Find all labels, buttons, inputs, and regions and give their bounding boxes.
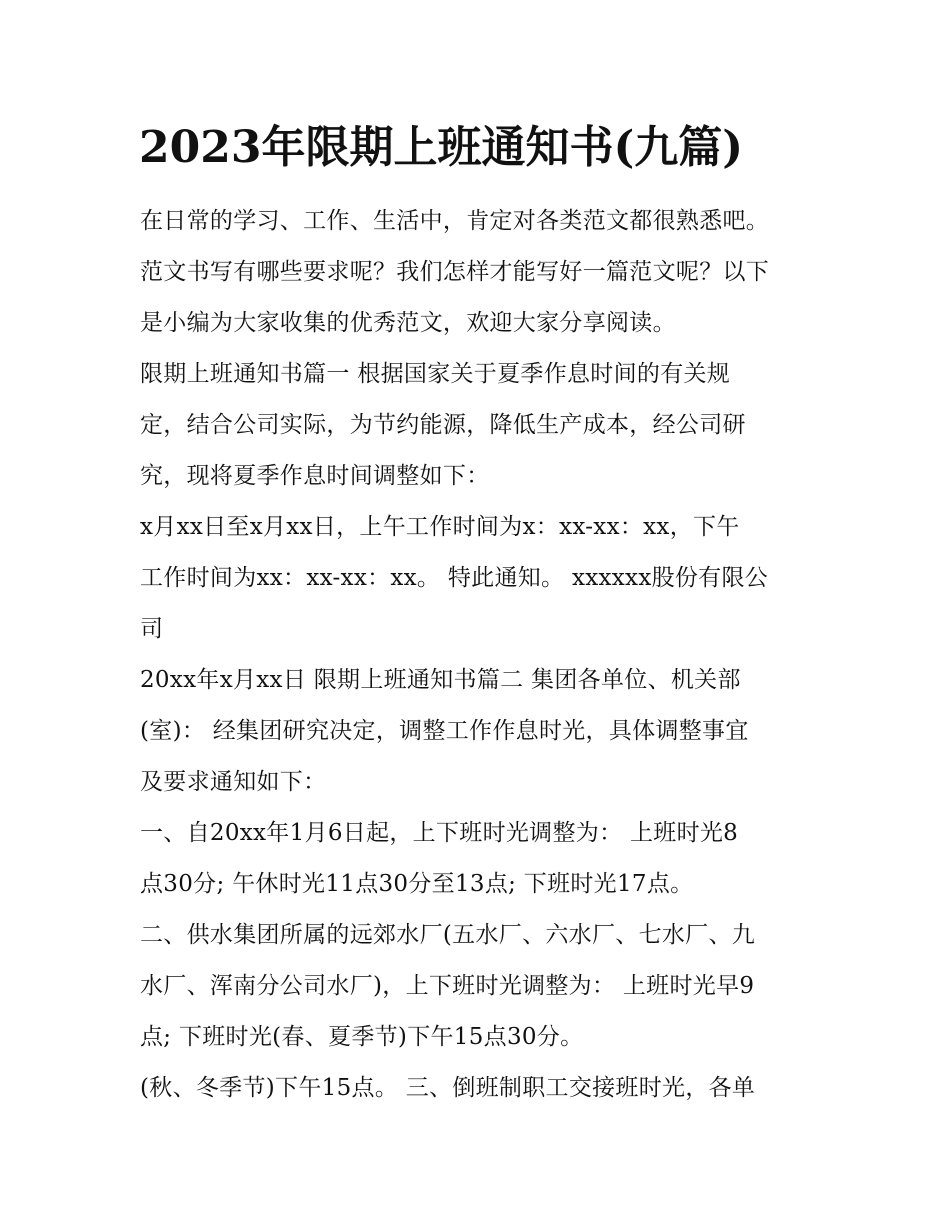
body-line: 20xx年x月xx日 限期上班通知书篇二 集团各单位、机关部: [140, 667, 741, 693]
body-line: 点30分; 午休时光11点30分至13点; 下班时光17点。: [140, 871, 694, 897]
body-line: 司: [140, 616, 164, 642]
body-line: (室)： 经集团研究决定，调整工作作息时光，具体调整事宜: [140, 718, 749, 744]
body-line: 及要求通知如下：: [140, 769, 327, 795]
body-line: 定，结合公司实际，为节约能源，降低生产成本，经公司研: [140, 412, 746, 438]
body-line: 是小编为大家收集的优秀范文，欢迎大家分享阅读。: [140, 310, 676, 336]
body-line: 工作时间为xx：xx-xx：xx。 特此通知。 xxxxxx股份有限公: [140, 565, 769, 591]
body-line: 范文书写有哪些要求呢？我们怎样才能写好一篇范文呢？以下: [140, 259, 770, 285]
body-line: x月xx日至x月xx日，上午工作时间为x：xx-xx：xx，下午: [140, 514, 740, 540]
body-line: 水厂、浑南分公司水厂)，上下班时光调整为： 上班时光早9: [140, 973, 755, 999]
body-line: 究，现将夏季作息时间调整如下：: [140, 463, 490, 489]
body-line: 二、供水集团所属的远郊水厂(五水厂、六水厂、七水厂、九: [140, 922, 756, 948]
body-line: 限期上班通知书篇一 根据国家关于夏季作息时间的有关规: [140, 361, 731, 387]
document-title: 2023年限期上班通知书(九篇): [139, 122, 744, 173]
body-line: 点; 下班时光(春、夏季节)下午15点30分。: [140, 1024, 584, 1050]
body-line: (秋、冬季节)下午15点。 三、倒班制职工交接班时光，各单: [140, 1075, 756, 1101]
body-line: 一、自20xx年1月6日起，上下班时光调整为： 上班时光8: [140, 820, 739, 846]
body-line: 在日常的学习、工作、生活中，肯定对各类范文都很熟悉吧。: [140, 208, 770, 234]
